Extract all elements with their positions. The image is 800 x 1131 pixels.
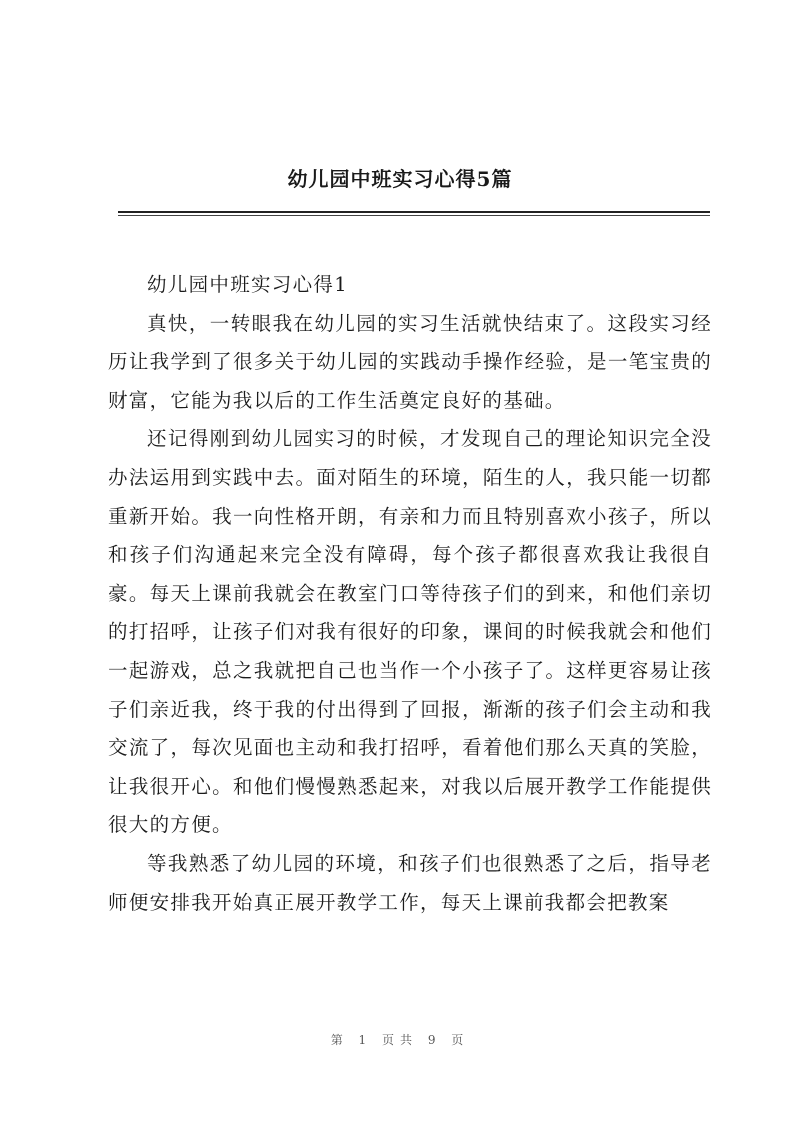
section-heading: 幼儿园中班实习心得1 [147, 273, 348, 296]
body-paragraph-3: 等我熟悉了幼儿园的环境，和孩子们也很熟悉了之后，指导老师便安排我开始真正展开教学工作，每天上课前我都会把教案 [108, 851, 712, 914]
document-title: 幼儿园中班实习心得5篇 [287, 167, 513, 191]
body-paragraph-2: 还记得刚到幼儿园实习的时候，才发现自己的理论知识完全没办法运用到实践中去。面对陌生的环境，陌生的人，我只能一切都重新开始。我一向性格开朗，有亲和力而且特别喜欢小孩子，所以和孩子们沟通起来完全没有障碍，每个孩子都很喜欢我让我很自豪。每天上课前我就会在教室门口等待孩子们的到来，和他们亲切的打招呼，让孩子们对我有很好的印象，课间的时候我就会和他们一起游戏，总之我就把自己也当作一个小孩子了。这样更容易让孩子们亲近我，终于我的付出得到了回报，渐渐的孩子们会主动和我交流了，每次见面也主动和我打招呼，看着他们那么天真的笑脸，让我很开心。和他们慢慢熟悉起来，对我以后展开教学工作能提供很大的方便。 [108, 427, 712, 837]
body-paragraph-1: 真快，一转眼我在幼儿园的实习生活就快结束了。这段实习经历让我学到了很多关于幼儿园的实践动手操作经验，是一笔宝贵的财富，它能为我以后的工作生活奠定良好的基础。 [108, 311, 712, 412]
page-footer: 第 1 页共 9 页 [330, 1033, 470, 1047]
document-body [108, 266, 712, 922]
title-divider [118, 211, 710, 213]
title-divider-thin [118, 215, 710, 216]
